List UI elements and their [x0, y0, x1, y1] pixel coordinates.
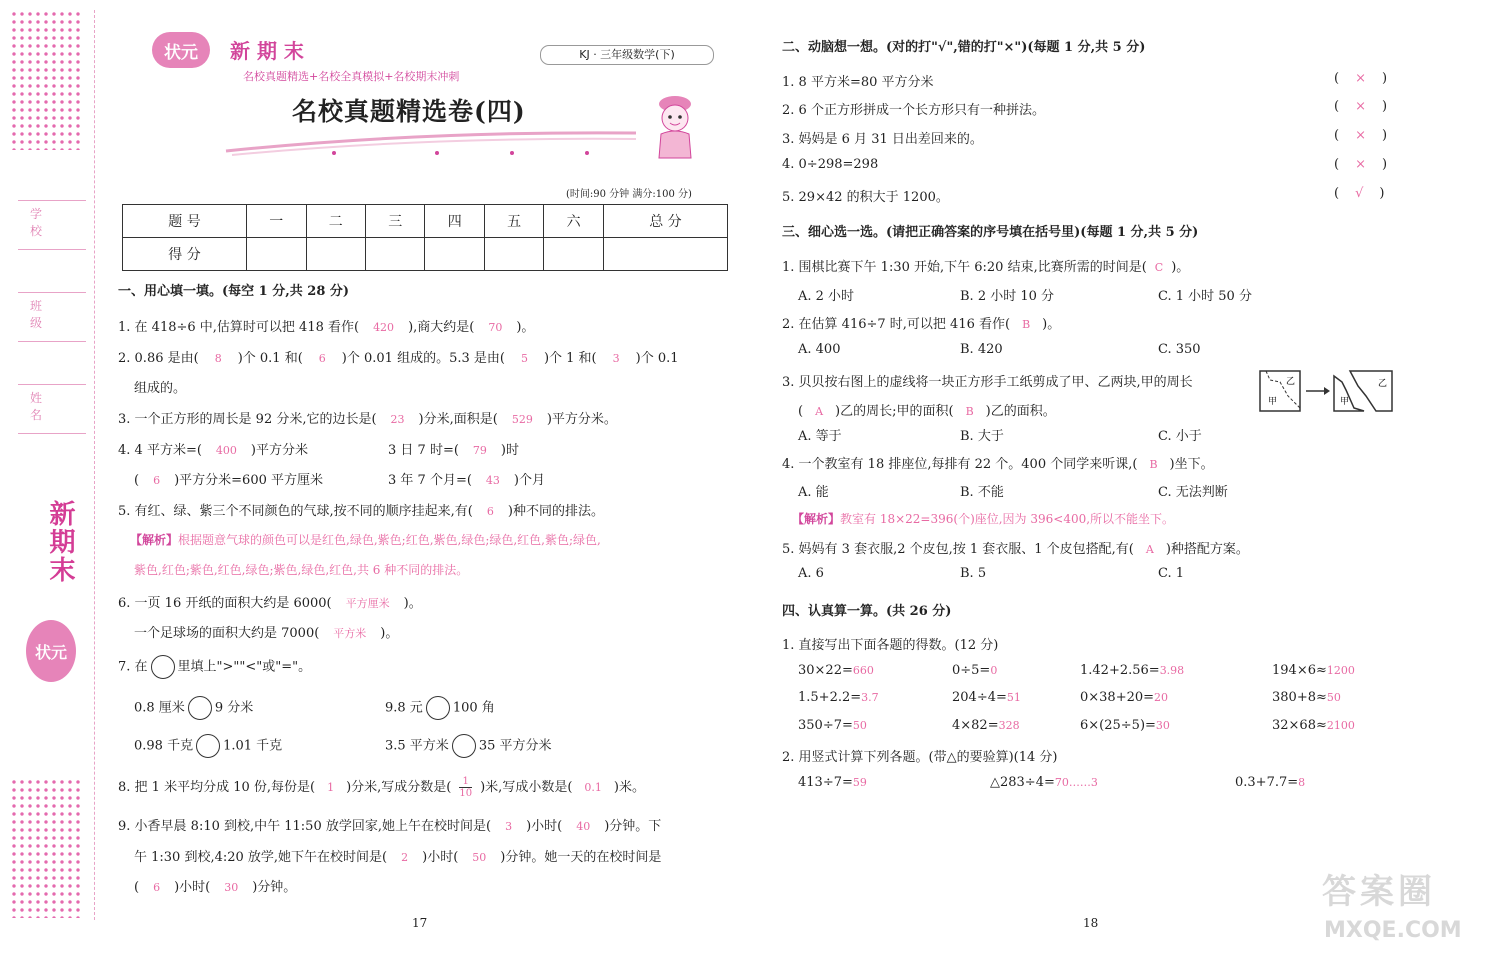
q2-text: 2. 0.86 是由(: [118, 351, 199, 366]
name-field[interactable]: [18, 384, 86, 434]
question-9c: [134, 876, 296, 895]
choice-2: [782, 313, 1060, 332]
grade-tag: KJ · 三年级数学(下): [540, 45, 714, 65]
choice-text: )。: [1042, 317, 1061, 332]
score-table-score-row: [123, 238, 728, 271]
q2-text: )个 0.1 和(: [237, 351, 303, 366]
vertical-brand: 新期末: [45, 500, 75, 584]
fig-label-yi: 乙: [1378, 378, 1388, 388]
name-label: 姓名: [30, 391, 71, 422]
judge-answer: ( × ): [1334, 128, 1388, 143]
option: A. 2 小时: [798, 289, 855, 304]
watermark-logo: 答案圈: [1322, 872, 1436, 912]
compare-right: 35 平方分米: [478, 738, 552, 754]
page-number-left: 17: [412, 916, 428, 930]
analysis-text: 根据题意气球的颜色可以是红色,绿色,紫色;红色,紫色,绿色;绿色,红色,紫色;绿色,: [178, 533, 601, 547]
compare-circle-input[interactable]: [196, 734, 220, 758]
option: A. 6: [798, 566, 824, 581]
oral-expr: 30×22=: [798, 663, 853, 678]
choice-text: 2. 在估算 416÷7 时,可以把 416 看作(: [782, 317, 1011, 332]
q8-answer: 1: [327, 781, 335, 794]
q7-text: 里填上">""<"或"="。: [177, 659, 312, 675]
option: B. 5: [960, 566, 987, 581]
q5-text: 5. 有红、绿、紫三个不同颜色的气球,按不同的顺序挂起来,有(: [118, 504, 473, 519]
compare-right: 1.01 千克: [223, 738, 283, 754]
oral-calc: [1080, 718, 1170, 733]
judge-item: 2. 6 个正方形拼成一个长方形只有一种拼法。: [782, 103, 1045, 118]
question-2-cont: 组成的。: [134, 381, 187, 396]
q1-answer: 420: [373, 321, 395, 334]
judge-mark: ×: [1355, 71, 1366, 86]
q2-answer: 8: [214, 352, 222, 365]
watermark-url: MXQE.COM: [1324, 918, 1462, 943]
calc-1-heading: 1. 直接写出下面各题的得数。(12 分): [782, 638, 999, 653]
compare-item: [134, 734, 282, 758]
oral-answer: 1200: [1326, 664, 1355, 677]
option: C. 无法判断: [1158, 485, 1228, 500]
q8-text: )分米,写成分数是(: [346, 780, 452, 795]
score-header: 总 分: [603, 205, 727, 238]
q8-answer: 0.1: [584, 781, 602, 794]
calc-2-heading: 2. 用竖式计算下列各题。(带△的要验算)(14 分): [782, 750, 1058, 765]
q1-answer: 70: [488, 321, 503, 334]
q8-text: )米,写成小数是(: [480, 780, 573, 795]
q9-text: )小时(: [526, 819, 563, 834]
option: A. 400: [798, 342, 841, 357]
oral-calc: [952, 718, 1020, 733]
section-4-heading: 四、认真算一算。(共 26 分): [782, 604, 952, 619]
q4-text: )时: [500, 443, 519, 458]
judge-answer: ( × ): [1334, 99, 1388, 114]
score-header: 四: [425, 205, 484, 238]
question-1: [118, 316, 534, 335]
oral-answer: 30: [1155, 719, 1170, 732]
q8-text: )米。: [613, 780, 645, 795]
compare-circle-input[interactable]: [452, 734, 476, 758]
slogan: 名校真题精选+名校全真模拟+名校期末冲刺: [243, 70, 460, 83]
q6-text: 6. 一页 16 开纸的面积大约是 6000(: [118, 596, 332, 611]
question-6a: [118, 592, 422, 611]
oral-expr: 1.42+2.56=: [1080, 663, 1160, 678]
q9-text: 午 1:30 到校,4:20 放学,她下午在校时间是(: [134, 850, 388, 865]
score-cell[interactable]: [484, 238, 543, 271]
compare-left: 0.98 千克: [134, 738, 194, 754]
score-cell[interactable]: [247, 238, 306, 271]
q4-text: )平方分米: [250, 443, 308, 458]
judge-answer: ( × ): [1334, 71, 1388, 86]
q4-answer: 6: [153, 474, 161, 487]
judge-item: 3. 妈妈是 6 月 31 日出差回来的。: [782, 132, 983, 147]
score-cell[interactable]: [306, 238, 365, 271]
choice-answer: B: [1149, 458, 1158, 471]
vertical-expr: 0.3+7.7=: [1235, 775, 1299, 790]
oral-expr: 0×38+20=: [1080, 690, 1155, 705]
choice-1: [782, 256, 1189, 275]
option: B. 大于: [960, 429, 1004, 444]
vertical-expr: 413÷7=: [798, 775, 853, 790]
choice-text: )坐下。: [1169, 457, 1214, 472]
analysis-text: 教室有 18×22=396(个)座位,因为 396<400,所以不能坐下。: [840, 512, 1175, 526]
score-header: 六: [544, 205, 603, 238]
question-5-analysis: [130, 531, 601, 548]
school-label: 学校: [30, 207, 71, 238]
vertical-calc: [1235, 775, 1305, 790]
oral-answer: 328: [998, 719, 1020, 732]
judge-item: 4. 0÷298=298: [782, 157, 879, 172]
oral-expr: 4×82=: [952, 718, 999, 733]
q3-text: )平方分米。: [546, 412, 617, 427]
oral-answer: 0: [990, 664, 998, 677]
choice-answer: C: [1154, 261, 1164, 274]
school-field[interactable]: [18, 200, 86, 250]
q9-answer: 2: [401, 851, 409, 864]
compare-left: 0.8 厘米: [134, 700, 185, 716]
q4-answer: 79: [472, 444, 487, 457]
q3-text: )分米,面积是(: [418, 412, 498, 427]
time-note: (时间:90 分钟 满分:100 分): [566, 189, 692, 200]
fig-label-yi: 乙: [1286, 376, 1296, 386]
judge-answer: ( × ): [1334, 157, 1388, 172]
judge-mark: √: [1355, 186, 1364, 201]
choice-text: 5. 妈妈有 3 套衣服,2 个皮包,按 1 套衣服、1 个皮包搭配,有(: [782, 542, 1134, 557]
brand-badge-logo: 状元: [152, 32, 210, 68]
question-4b: [388, 439, 519, 458]
q4-text: )平方分米=600 平方厘米: [174, 473, 323, 488]
q4-text: (: [134, 473, 140, 488]
oral-calc: [1272, 718, 1355, 733]
q9-text: )小时(: [422, 850, 459, 865]
section-1-heading: 一、用心填一填。(每空 1 分,共 28 分): [118, 284, 350, 299]
oral-answer: 50: [852, 719, 867, 732]
sidebar-badge-logo: 状元: [26, 620, 76, 682]
q9-text: (: [134, 880, 140, 895]
q5-text: )种不同的排法。: [507, 504, 604, 519]
oral-answer: 3.98: [1159, 664, 1185, 677]
oral-expr: 380+8≈: [1272, 690, 1327, 705]
option: C. 1: [1158, 566, 1185, 581]
question-3: [118, 408, 617, 427]
option: A. 等于: [798, 429, 842, 444]
score-cell[interactable]: [365, 238, 424, 271]
q8-fraction-answer: [459, 776, 472, 799]
section-3-heading: 三、细心选一选。(请把正确答案的序号填在括号里)(每题 1 分,共 5 分): [782, 225, 1199, 240]
q2-text: )个 0.1: [635, 351, 679, 366]
oral-expr: 204÷4=: [952, 690, 1007, 705]
choice-text: 4. 一个教室有 18 排座位,每排有 22 个。400 个同学来听课,(: [782, 457, 1138, 472]
option: A. 能: [798, 485, 829, 500]
scholar-mascot-icon: [645, 90, 705, 162]
score-cell[interactable]: [425, 238, 484, 271]
score-table: [122, 204, 728, 271]
cut-square-figure: [1258, 368, 1398, 414]
option: B. 不能: [960, 485, 1004, 500]
class-label: 班级: [30, 299, 71, 330]
oral-calc: [1272, 663, 1355, 678]
analysis-tag: 【解析】: [792, 512, 841, 526]
oral-expr: 350÷7=: [798, 718, 853, 733]
title-swoosh-decoration: [222, 125, 642, 159]
oral-calc: [1272, 690, 1341, 705]
choice-3-cont: [798, 400, 1056, 419]
compare-item: [134, 696, 253, 720]
question-7: [118, 655, 311, 679]
choice-5: [782, 538, 1249, 557]
oral-calc: [1080, 690, 1168, 705]
oral-expr: 194×6≈: [1272, 663, 1327, 678]
q6-text: 一个足球场的面积大约是 7000(: [134, 626, 320, 641]
score-header: 题 号: [123, 205, 247, 238]
fraction-denominator: 10: [459, 788, 473, 799]
compare-left: 9.8 元: [385, 700, 423, 716]
option: C. 小于: [1158, 429, 1202, 444]
judge-mark: ×: [1355, 128, 1366, 143]
oral-calc: [952, 690, 1021, 705]
q2-text: )个 0.01 组成的。5.3 是由(: [341, 351, 505, 366]
q2-answer: 6: [318, 352, 326, 365]
oral-answer: 2100: [1326, 719, 1355, 732]
q6-text: )。: [380, 626, 399, 641]
choice-3: 3. 贝贝按右图上的虚线将一块正方形手工纸剪成了甲、乙两块,甲的周长: [782, 375, 1193, 390]
q1-text: ),商大约是(: [408, 320, 475, 335]
question-5: [118, 500, 604, 519]
judge-item: 5. 29×42 的积大于 1200。: [782, 190, 949, 205]
oral-calc: [798, 690, 879, 705]
choice-text: )乙的面积。: [985, 404, 1056, 419]
page-number-right: 18: [1083, 916, 1099, 930]
q4-answer: 400: [215, 444, 237, 457]
choice-4: [782, 453, 1214, 472]
binding-sidebar: [8, 0, 94, 956]
vertical-calc: [990, 775, 1098, 790]
compare-right: 100 角: [452, 700, 495, 716]
compare-right: 9 分米: [214, 700, 254, 716]
class-field[interactable]: [18, 292, 86, 342]
fig-label-jia: 甲: [1268, 396, 1278, 406]
choice-answer: B: [965, 405, 974, 418]
q3-text: 3. 一个正方形的周长是 92 分米,它的边长是(: [118, 412, 377, 427]
q9-answer: 40: [576, 820, 591, 833]
section-2-heading: 二、动脑想一想。(对的打"√",错的打"×")(每题 1 分,共 5 分): [782, 40, 1146, 55]
q3-answer: 529: [511, 413, 533, 426]
compare-circle-input[interactable]: [426, 696, 450, 720]
option: B. 2 小时 10 分: [960, 289, 1055, 304]
compare-circle-input[interactable]: [188, 696, 212, 720]
vertical-answer: 59: [852, 776, 867, 789]
score-row-label: 得 分: [123, 238, 247, 271]
choice-4-analysis: [792, 510, 1174, 527]
analysis-tag: 【解析】: [130, 533, 179, 547]
question-5-analysis-cont: 紫色,红色;紫色,红色,绿色;紫色,绿色,红色,共 6 种不同的排法。: [134, 563, 469, 577]
q9-answer: 6: [153, 881, 161, 894]
compare-item: [385, 696, 495, 720]
score-cell[interactable]: [603, 238, 727, 271]
q2-answer: 3: [612, 352, 620, 365]
oral-answer: 51: [1006, 691, 1021, 704]
q9-text: )分钟。她一天的在校时间是: [500, 850, 662, 865]
q3-answer: 23: [390, 413, 405, 426]
q4-text: 3 年 7 个月=(: [388, 473, 472, 488]
choice-text: )。: [1171, 260, 1190, 275]
question-4c: [134, 469, 323, 488]
q9-text: )小时(: [174, 880, 211, 895]
oral-answer: 3.7: [861, 691, 879, 704]
q9-answer: 3: [505, 820, 513, 833]
option: C. 350: [1158, 342, 1201, 357]
vertical-answer: 8: [1298, 776, 1306, 789]
oral-calc: [1080, 663, 1184, 678]
choice-text: 1. 围棋比赛下午 1:30 开始,下午 6:20 结束,比赛所需的时间是(: [782, 260, 1147, 275]
q4-text: )个月: [513, 473, 545, 488]
vertical-expr: △283÷4=: [990, 775, 1055, 790]
q6-text: )。: [403, 596, 422, 611]
question-8: [118, 776, 645, 799]
q6-answer: 平方厘米: [345, 597, 390, 610]
q4-answer: 43: [485, 474, 500, 487]
question-4d: [388, 469, 545, 488]
q4-text: 3 日 7 时=(: [388, 443, 459, 458]
score-header: 一: [247, 205, 306, 238]
q9-answer: 30: [224, 881, 239, 894]
cut-line: [94, 10, 95, 920]
oral-answer: 660: [852, 664, 874, 677]
oral-calc: [798, 663, 874, 678]
q9-text: 9. 小香早晨 8:10 到校,中午 11:50 放学回家,她上午在校时间是(: [118, 819, 492, 834]
q6-answer: 平方米: [333, 627, 367, 640]
judge-mark: ×: [1355, 99, 1366, 114]
vertical-calc: [798, 775, 867, 790]
q2-text: )个 1 和(: [543, 351, 597, 366]
judge-answer: ( √ ): [1334, 186, 1385, 201]
choice-text: )乙的周长;甲的面积(: [835, 404, 954, 419]
score-table-header-row: [123, 205, 728, 238]
q2-answer: 5: [520, 352, 528, 365]
question-2: [118, 347, 679, 366]
choice-answer: A: [815, 405, 824, 418]
question-4a: [118, 439, 308, 458]
fig-label-jia: 甲: [1340, 396, 1350, 406]
question-9b: [134, 846, 661, 865]
option: C. 1 小时 50 分: [1158, 289, 1252, 304]
q9-text: )分钟。: [252, 880, 297, 895]
score-header: 二: [306, 205, 365, 238]
q5-answer: 6: [486, 505, 494, 518]
dot-pattern-bottom: [10, 778, 80, 918]
fraction-numerator: 1: [459, 776, 472, 788]
compare-item: [385, 734, 552, 758]
choice-text: (: [798, 404, 804, 419]
oral-expr: 6×(25÷5)=: [1080, 718, 1156, 733]
compare-left: 3.5 平方米: [385, 738, 449, 754]
oral-calc: [798, 718, 867, 733]
score-header: 三: [365, 205, 424, 238]
oral-expr: 1.5+2.2=: [798, 690, 862, 705]
option: B. 420: [960, 342, 1003, 357]
question-6b: [134, 622, 398, 641]
vertical-answer: 70……3: [1054, 776, 1098, 789]
dot-pattern-top: [10, 10, 80, 150]
oral-answer: 50: [1326, 691, 1341, 704]
score-cell[interactable]: [544, 238, 603, 271]
judge-item: 1. 8 平方米=80 平方分米: [782, 75, 934, 90]
choice-text: )种搭配方案。: [1165, 542, 1249, 557]
oral-calc: [952, 663, 997, 678]
oral-answer: 20: [1154, 691, 1169, 704]
q9-text: )分钟。下: [604, 819, 662, 834]
choice-answer: A: [1145, 543, 1154, 556]
q1-text: )。: [516, 320, 535, 335]
q4-text: 4. 4 平方米=(: [118, 443, 202, 458]
q7-text: 7. 在: [118, 659, 148, 675]
q8-text: 8. 把 1 米平均分成 10 份,每份是(: [118, 780, 316, 795]
page-title: 名校真题精选卷(四): [292, 97, 526, 126]
q1-text: 1. 在 418÷6 中,估算时可以把 418 看作(: [118, 320, 360, 335]
brand-name: 新 期 末: [230, 39, 304, 63]
judge-mark: ×: [1355, 157, 1366, 172]
score-header: 五: [484, 205, 543, 238]
choice-answer: B: [1022, 318, 1031, 331]
oral-expr: 32×68≈: [1272, 718, 1327, 733]
compare-circle-icon: [151, 655, 175, 679]
q9-answer: 50: [472, 851, 487, 864]
oral-expr: 0÷5=: [952, 663, 991, 678]
question-9a: [118, 815, 661, 834]
